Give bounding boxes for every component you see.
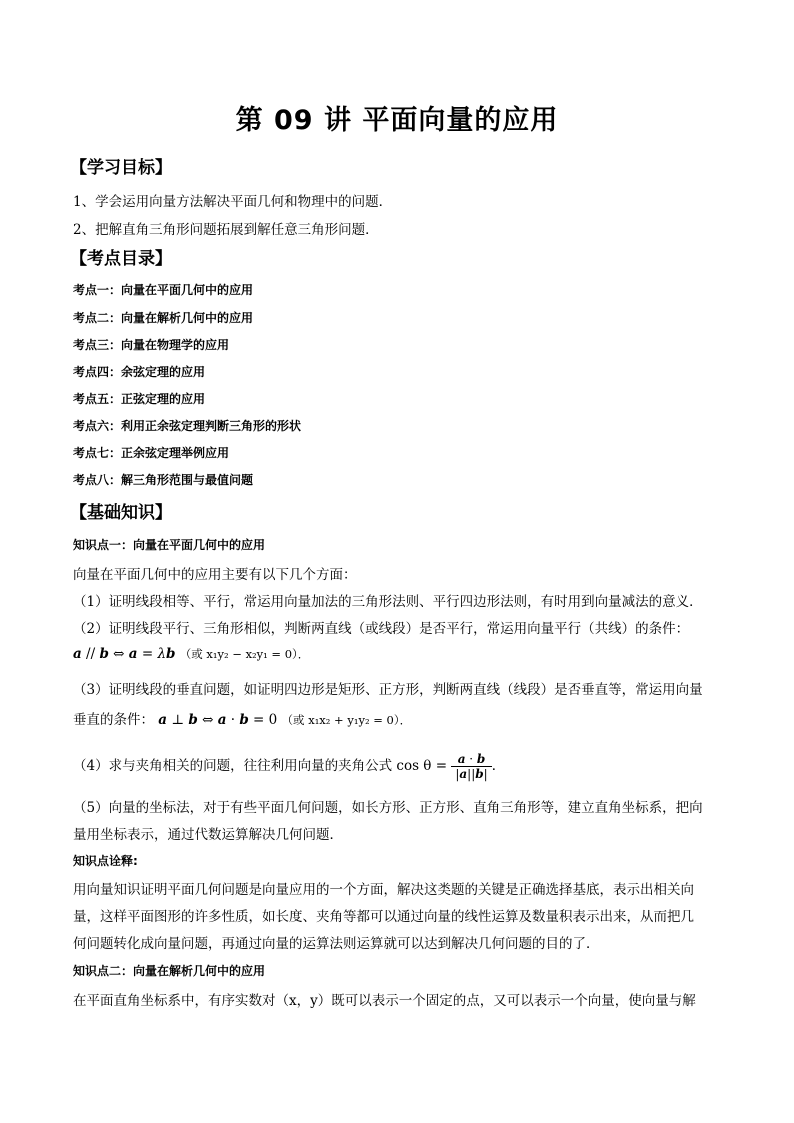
- knowledge-heading-1: 知识点一：向量在平面几何中的应用: [73, 538, 266, 552]
- paragraph: 在平面直角坐标系中，有序实数对（x，y）既可以表示一个固定的点，又可以表示一个向量，使向量与解: [73, 993, 696, 1009]
- goal-1: 1、学会运用向量方法解决平面几何和物理中的问题．: [73, 194, 393, 210]
- formula-label: 垂直的条件：: [73, 712, 154, 728]
- note-heading: 知识点诠释:: [73, 854, 138, 868]
- formula-parallel: a // b ⇔ a = λb （或 x₁y₂ − x₂y₁ = 0）．: [73, 646, 310, 662]
- goal-2: 2、把解直角三角形问题拓展到解任意三角形问题．: [73, 222, 379, 238]
- catalog-item: 考点六：利用正余弦定理判断三角形的形状: [73, 419, 302, 433]
- formula-perpendicular: 垂直的条件： a ⊥ b ⇔ a · b = 0 （或 x₁x₂ + y₁y₂ = 0）．: [73, 712, 412, 728]
- catalog-item: 考点二：向量在解析几何中的应用: [73, 311, 254, 325]
- knowledge-heading-2: 知识点二：向量在解析几何中的应用: [73, 964, 266, 978]
- paragraph: （3）证明线段的垂直问题，如证明四边形是矩形、正方形，判断两直线（线段）是否垂直等，常运用向量: [73, 682, 703, 698]
- page-title: 第 09 讲 平面向量的应用: [235, 105, 559, 136]
- formula-tail: （或 x₁y₂ − x₂y₁ = 0）．: [179, 647, 310, 661]
- catalog-item: 考点三：向量在物理学的应用: [73, 338, 230, 352]
- paragraph: 量，这样平面图形的许多性质，如长度、夹角等都可以通过向量的线性运算及数量积表示出来，从而把几: [73, 909, 694, 925]
- formula-label: （4）求与夹角相关的问题，往往利用向量的夹角公式 cos θ =: [73, 758, 448, 774]
- paragraph: 向量在平面几何中的应用主要有以下几个方面：: [73, 567, 357, 583]
- catalog-item: 考点五：正弦定理的应用: [73, 392, 206, 406]
- catalog-item: 考点一：向量在平面几何中的应用: [73, 283, 254, 297]
- angle-fraction: $\frac{a \cdot b}{|a||b|}$: [451, 752, 491, 781]
- section-basics: 【基础知识】: [70, 503, 172, 523]
- catalog-item: 考点四：余弦定理的应用: [73, 365, 206, 379]
- catalog-item: 考点八：解三角形范围与最值问题: [73, 473, 254, 487]
- paragraph: （2）证明线段平行、三角形相似，判断两直线（或线段）是否平行，常运用向量平行（共线）的条件：: [73, 621, 690, 637]
- paragraph: （5）向量的坐标法，对于有些平面几何问题，如长方形、正方形、直角三角形等，建立直角坐标系，把向: [73, 800, 703, 816]
- paragraph: （1）证明线段相等、平行，常运用向量加法的三角形法则、平行四边形法则，有时用到向量减法的意义．: [73, 594, 703, 610]
- paragraph: 量用坐标表示，通过代数运算解决几何问题．: [73, 827, 343, 843]
- catalog-item: 考点七：正余弦定理举例应用: [73, 446, 230, 460]
- section-catalog: 【考点目录】: [70, 249, 172, 269]
- paragraph: 何问题转化成向量问题，再通过向量的运算法则运算就可以达到解决几何问题的目的了．: [73, 936, 600, 952]
- paragraph: 用向量知识证明平面几何问题是向量应用的一个方面，解决这类题的关键是正确选择基底，表示出相关向: [73, 882, 694, 898]
- section-goals: 【学习目标】: [70, 158, 172, 178]
- formula-angle: （4）求与夹角相关的问题，往往利用向量的夹角公式 cos θ = $\frac{a \cdot b}{|a||b|}$ ．: [73, 752, 506, 781]
- formula-tail: （或 x₁x₂ + y₁y₂ = 0）．: [281, 713, 412, 727]
